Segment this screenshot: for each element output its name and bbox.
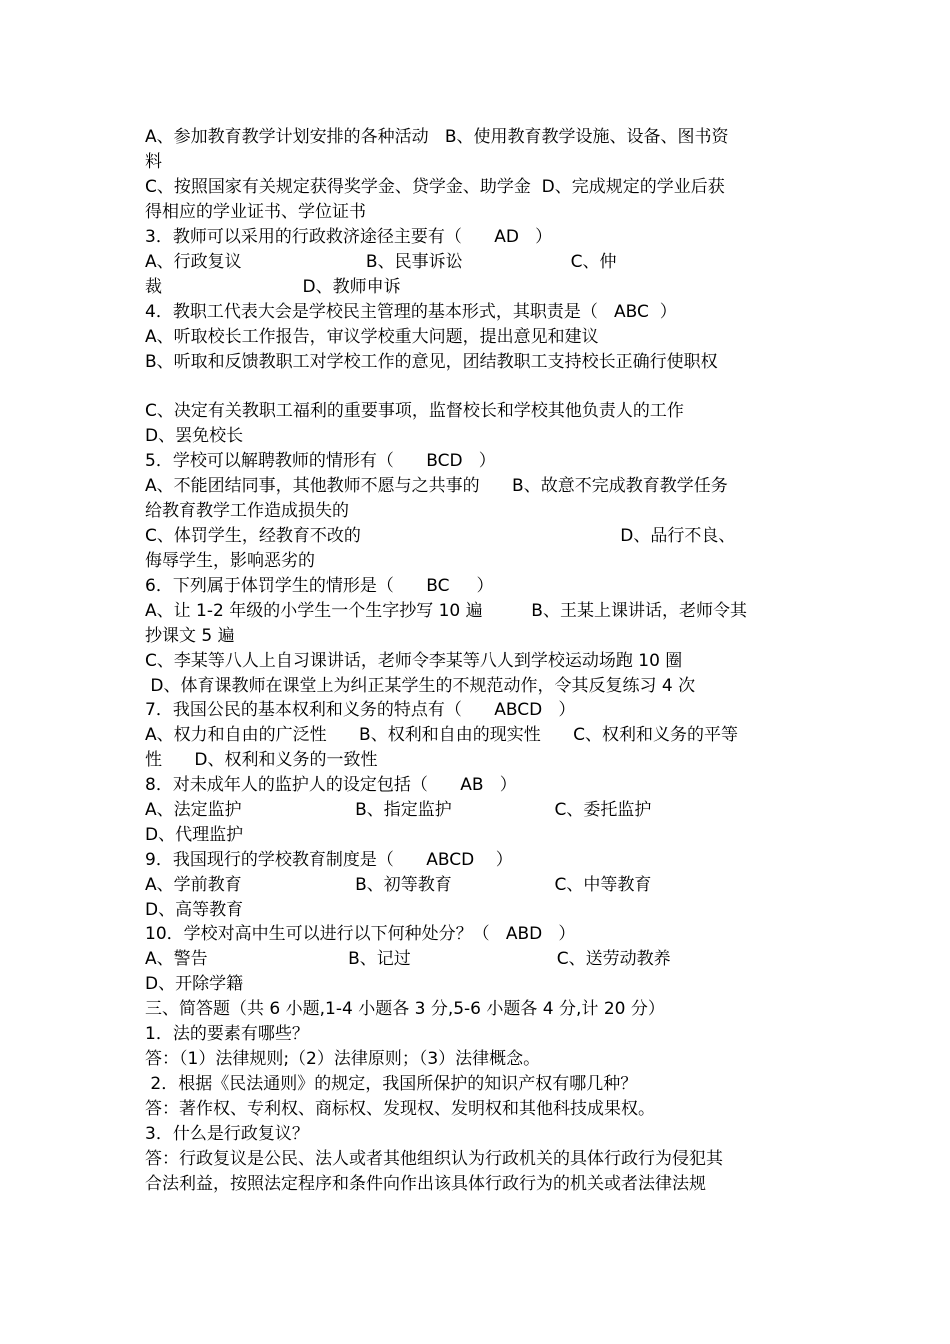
text-line: A、听取校长工作报告，审议学校重大问题，提出意见和建议 — [145, 327, 599, 347]
answer-line: 答：（1）法律规则;（2）法律原则；（3）法律概念。 — [145, 1049, 541, 1069]
text-line: B、听取和反馈教职工对学校工作的意见，团结教职工支持校长正确行使职权 — [145, 352, 718, 372]
answer-line: 答：著作权、专利权、商标权、发现权、发明权和其他科技成果权。 — [145, 1099, 655, 1119]
text-line: C、体罚学生，经教育不改的 D、品行不良、 — [145, 526, 736, 546]
blank-line — [145, 375, 825, 400]
question-line: 8．对未成年人的监护人的设定包括（ AB ） — [145, 775, 517, 795]
text-line: D、代理监护 — [145, 825, 244, 845]
text-line: 裁 D、教师申诉 — [145, 277, 401, 297]
text-line: D、高等教育 — [145, 900, 244, 920]
text-line: C、李某等八人上自习课讲话，老师令李某等八人到学校运动场跑 10 圈 — [145, 651, 683, 671]
answer-line: 合法利益，按照法定程序和条件向作出该具体行政行为的机关或者法律法规 — [145, 1174, 706, 1194]
question-line: 4．教职工代表大会是学校民主管理的基本形式，其职责是（ ABC ） — [145, 302, 677, 322]
question-line: 1．法的要素有哪些？ — [145, 1024, 309, 1044]
text-line: A、学前教育 B、初等教育 C、中等教育 — [145, 875, 652, 895]
text-line: D、罢免校长 — [145, 426, 244, 446]
text-line: 给教育教学工作造成损失的 — [145, 501, 349, 521]
text-line: A、参加教育教学计划安排的各种活动 B、使用教育教学设施、设备、图书资 — [145, 127, 729, 147]
text-line: A、行政复议 B、民事诉讼 C、仲 — [145, 252, 617, 272]
text-line: A、权力和自由的广泛性 B、权利和自由的现实性 C、权利和义务的平等 — [145, 725, 739, 745]
text-line: 侮辱学生，影响恶劣的 — [145, 551, 315, 571]
answer-line: 答：行政复议是公民、法人或者其他组织认为行政机关的具体行政行为侵犯其 — [145, 1149, 723, 1169]
text-line: A、让 1-2 年级的小学生一个生字抄写 10 遍 B、王某上课讲话，老师令其 — [145, 601, 747, 621]
text-line: C、按照国家有关规定获得奖学金、贷学金、助学金 D、完成规定的学业后获 — [145, 177, 725, 197]
question-line: 10．学校对高中生可以进行以下何种处分？（ ABD ） — [145, 924, 576, 944]
question-line: 9．我国现行的学校教育制度是（ ABCD ） — [145, 850, 513, 870]
text-line: 料 — [145, 152, 162, 172]
question-line: 3．什么是行政复议？ — [145, 1124, 309, 1144]
text-line: C、决定有关教职工福利的重要事项，监督校长和学校其他负责人的工作 — [145, 401, 684, 421]
question-line: 7．我国公民的基本权利和义务的特点有（ ABCD ） — [145, 700, 576, 720]
text-line: A、法定监护 B、指定监护 C、委托监护 — [145, 800, 652, 820]
text-line: 得相应的学业证书、学位证书 — [145, 202, 366, 222]
text-line: D、体育课教师在课堂上为纠正某学生的不规范动作，令其反复练习 4 次 — [145, 676, 696, 696]
text-line: A、警告 B、记过 C、送劳动教养 — [145, 949, 671, 969]
section-heading: 三、简答题（共 6 小题,1-4 小题各 3 分,5-6 小题各 4 分,计 20 分） — [145, 999, 665, 1019]
question-line: 3．教师可以采用的行政救济途径主要有（ AD ） — [145, 227, 553, 247]
text-line: 抄课文 5 遍 — [145, 626, 235, 646]
question-line: 6．下列属于体罚学生的情形是（ BC ） — [145, 576, 494, 596]
question-line: 5．学校可以解聘教师的情形有（ BCD ） — [145, 451, 496, 471]
text-line: A、不能团结同事，其他教师不愿与之共事的 B、故意不完成教育教学任务 — [145, 476, 728, 496]
text-line: 性 D、权利和义务的一致性 — [145, 750, 378, 770]
question-line: 2．根据《民法通则》的规定，我国所保护的知识产权有哪几种？ — [145, 1074, 638, 1094]
text-line: D、开除学籍 — [145, 974, 244, 994]
